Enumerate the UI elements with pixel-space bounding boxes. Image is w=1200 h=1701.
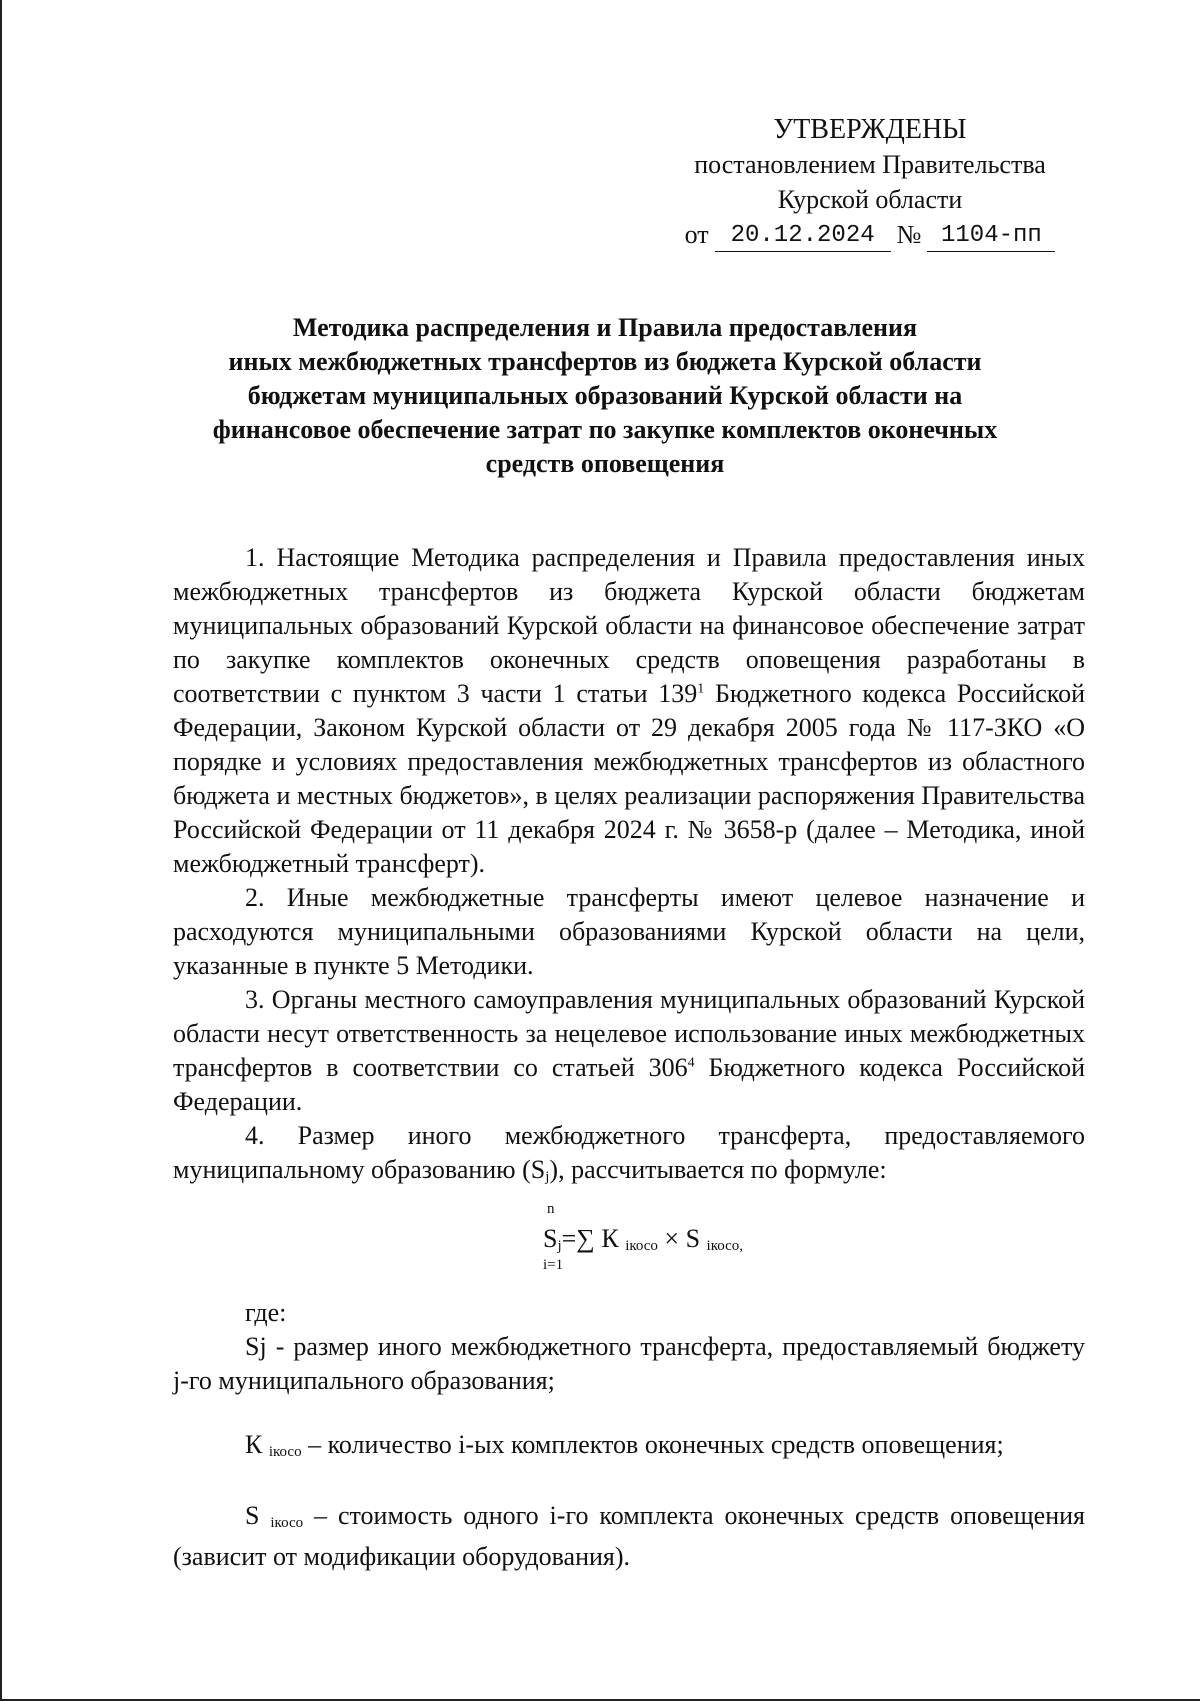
definition-k: К $_{iкосо}$ – количество i-ых комплектов оконечных средств оповещения; bbox=[245, 1430, 1004, 1460]
paragraph-3: 3. Органы местного самоуправления муниципальных образований Курской области несут ответственность за нецелевое использование иных межбюджетных трансфертов в соответствии со статьей $306^4$ Бюджетного кодекса Российской Федерации. bbox=[173, 985, 1085, 1116]
approval-line-2: Курской области bbox=[777, 185, 963, 214]
title-line: Методика распределения и Правила предоставления bbox=[292, 313, 918, 342]
formula bbox=[173, 1200, 1085, 1292]
approval-date: 20.12.2024 bbox=[715, 221, 891, 252]
date-prefix: от bbox=[684, 220, 709, 249]
sum-lower-limit: i=1 bbox=[543, 1257, 564, 1273]
number-prefix: № bbox=[896, 220, 922, 249]
approval-date-row bbox=[640, 217, 1100, 252]
title-line: средств оповещения bbox=[485, 449, 725, 478]
document-body bbox=[173, 541, 1085, 1574]
approval-block bbox=[640, 112, 1100, 252]
definition-s: S $_{iкосо}$ – стоимость одного i-го комплекта оконечных средств оповещения (зависит от модификации оборудования). bbox=[173, 1501, 1085, 1571]
approval-heading: УТВЕРЖДЕНЫ bbox=[773, 114, 967, 145]
paragraph-4: 4. Размер иного межбюджетного трансферта, предоставляемого муниципальному образованию $(S_j)$, рассчитывается по формуле: bbox=[173, 1121, 1085, 1185]
formula-expression: $S_j=\sum$ К $_{iкосо}$ × S $_{iкосо,}$ bbox=[543, 1224, 744, 1254]
title-line: бюджетам муниципальных образований Курской области на bbox=[247, 381, 963, 410]
approval-number: 1104-пп bbox=[927, 221, 1055, 252]
title-line: иных межбюджетных трансфертов из бюджета Курской области bbox=[228, 347, 982, 376]
definition-sj: Sj - размер иного межбюджетного трансферта, предоставляемый бюджету j-го муниципального образования; bbox=[173, 1332, 1085, 1395]
document-title bbox=[170, 311, 1040, 481]
approval-line-1: постановлением Правительства bbox=[694, 150, 1046, 179]
where-label: где: bbox=[245, 1298, 287, 1327]
paragraph-2: 2. Иные межбюджетные трансферты имеют целевое назначение и расходуются муниципальными образованиями Курской области на цели, указанные в пункте 5 Методики. bbox=[173, 883, 1085, 980]
title-line: финансовое обеспечение затрат по закупке комплектов оконечных bbox=[212, 415, 998, 444]
sum-upper-limit: n bbox=[547, 1201, 555, 1217]
scan-left-edge bbox=[0, 0, 2, 1701]
paragraph-1: 1. Настоящие Методика распределения и Правила предоставления иных межбюджетных трансфертов из бюджета Курской области бюджетам муниципальных образований Курской области на финансовое обеспечение затрат по закупке комплектов оконечных средств оповещения разработаны в соответствии с пунктом 3 части 1 статьи $139^1$ Бюджетного кодекса Российской Федерации, Законом Курской области от 29 декабря 2005 года № 117-ЗКО «О порядке и условиях предоставления межбюджетных трансфертов из областного бюджета и местных бюджетов», в целях реализации распоряжения Правительства Российской Федерации от 11 декабря 2024 г. № 3658-р (далее – Методика, иной межбюджетный трансферт). bbox=[173, 543, 1085, 878]
